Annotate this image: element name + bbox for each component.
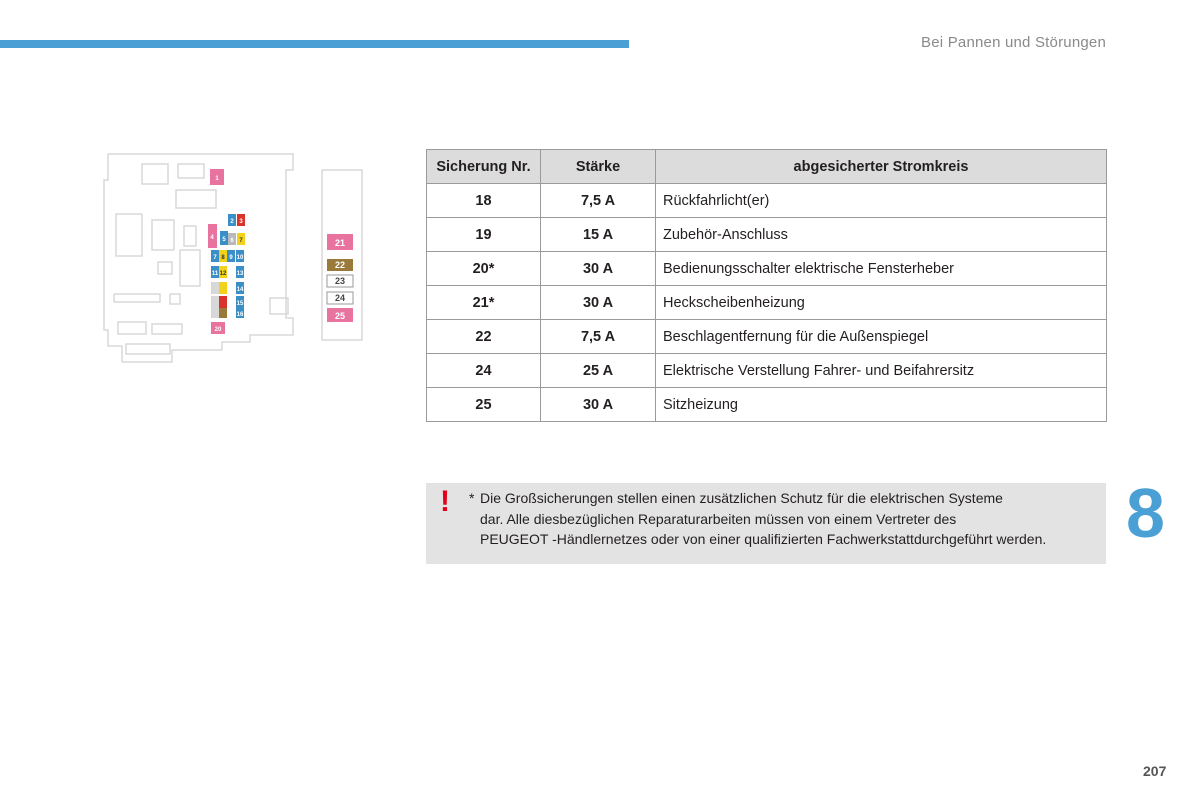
note-line: PEUGEOT -Händlernetzes oder von einer qualifizierten Fachwerkstattdurchgeführt werden. [480, 531, 1047, 547]
fuse-number: 22 [427, 320, 541, 354]
note-asterisk: * [469, 490, 475, 506]
fuse-amperage: 30 A [541, 286, 656, 320]
svg-text:11: 11 [211, 271, 219, 277]
fuse-amperage: 7,5 A [541, 320, 656, 354]
fuse-16 [219, 282, 227, 294]
fuse-15 [211, 282, 219, 294]
fuse-amperage: 30 A [541, 388, 656, 422]
chapter-number: 8 [1126, 474, 1165, 552]
fuse-circuit: Zubehör-Anschluss [656, 218, 1107, 252]
fuse-22-label: 22 [334, 260, 346, 270]
note-line: Die Großsicherungen stellen einen zusätzlichen Schutz für die elektrischen Systeme [480, 490, 1003, 506]
fuse-amperage: 7,5 A [541, 184, 656, 218]
note-line: dar. Alle diesbezüglichen Reparaturarbeiten müssen von einem Vertreter des [480, 510, 957, 527]
fuse-20c [219, 308, 227, 318]
warning-text [469, 488, 1099, 550]
table-row [427, 388, 1107, 422]
svg-text:3: 3 [239, 219, 243, 225]
header-accent-bar [0, 40, 629, 48]
fuse-23-label: 23 [334, 276, 346, 286]
page-number: 207 [1143, 763, 1167, 779]
fuse-18 [211, 296, 219, 308]
fuse-number: 18 [427, 184, 541, 218]
fuse-24-label: 24 [334, 293, 346, 303]
svg-text:7: 7 [239, 238, 243, 244]
fuse-number: 25 [427, 388, 541, 422]
fuse-amperage: 15 A [541, 218, 656, 252]
fuse-25-label: 25 [334, 311, 346, 321]
svg-text:5: 5 [222, 237, 226, 243]
warning-note [426, 483, 1106, 564]
table-row [427, 286, 1107, 320]
table-row [427, 184, 1107, 218]
fuse-20b [211, 308, 219, 318]
fuse-number: 19 [427, 218, 541, 252]
svg-text:6: 6 [230, 238, 234, 244]
table-row [427, 252, 1107, 286]
warning-icon: ! [440, 485, 450, 518]
svg-text:10: 10 [236, 255, 244, 261]
fuse-amperage: 25 A [541, 354, 656, 388]
svg-text:2: 2 [230, 219, 234, 225]
header-fuse-number: Sicherung Nr. [427, 150, 541, 184]
svg-text:9: 9 [229, 255, 233, 261]
table-row [427, 354, 1107, 388]
svg-text:15: 15 [236, 301, 244, 307]
fuse-21-label: 21 [334, 238, 346, 248]
fuse-circuit: Beschlagentfernung für die Außenspiegel [656, 320, 1107, 354]
fuse-19 [219, 296, 227, 308]
fuse-number: 21* [427, 286, 541, 320]
table-row [427, 320, 1107, 354]
svg-text:14: 14 [236, 287, 244, 293]
fuse-number: 24 [427, 354, 541, 388]
fuse-circuit: Bedienungsschalter elektrische Fensterheber [656, 252, 1107, 286]
fuse-circuit: Heckscheibenheizung [656, 286, 1107, 320]
section-title: Bei Pannen und Störungen [921, 34, 1106, 51]
svg-text:12: 12 [219, 271, 227, 277]
table-header-row [427, 150, 1107, 184]
fuse-box-diagram [100, 150, 370, 370]
header-amperage: Stärke [541, 150, 656, 184]
fuse-circuit: Rückfahrlicht(er) [656, 184, 1107, 218]
fuse-circuit: Elektrische Verstellung Fahrer- und Beifahrersitz [656, 354, 1107, 388]
svg-text:16: 16 [236, 312, 244, 318]
fuse-number: 20* [427, 252, 541, 286]
svg-text:13: 13 [236, 271, 244, 277]
svg-text:20: 20 [214, 327, 222, 333]
fuse-table [426, 149, 1107, 422]
svg-text:8: 8 [221, 255, 225, 261]
svg-text:1: 1 [215, 176, 219, 182]
fuse-amperage: 30 A [541, 252, 656, 286]
table-row [427, 218, 1107, 252]
svg-text:4: 4 [210, 235, 214, 241]
fuse-circuit: Sitzheizung [656, 388, 1107, 422]
svg-text:7: 7 [213, 255, 217, 261]
header-circuit: abgesicherter Stromkreis [656, 150, 1107, 184]
